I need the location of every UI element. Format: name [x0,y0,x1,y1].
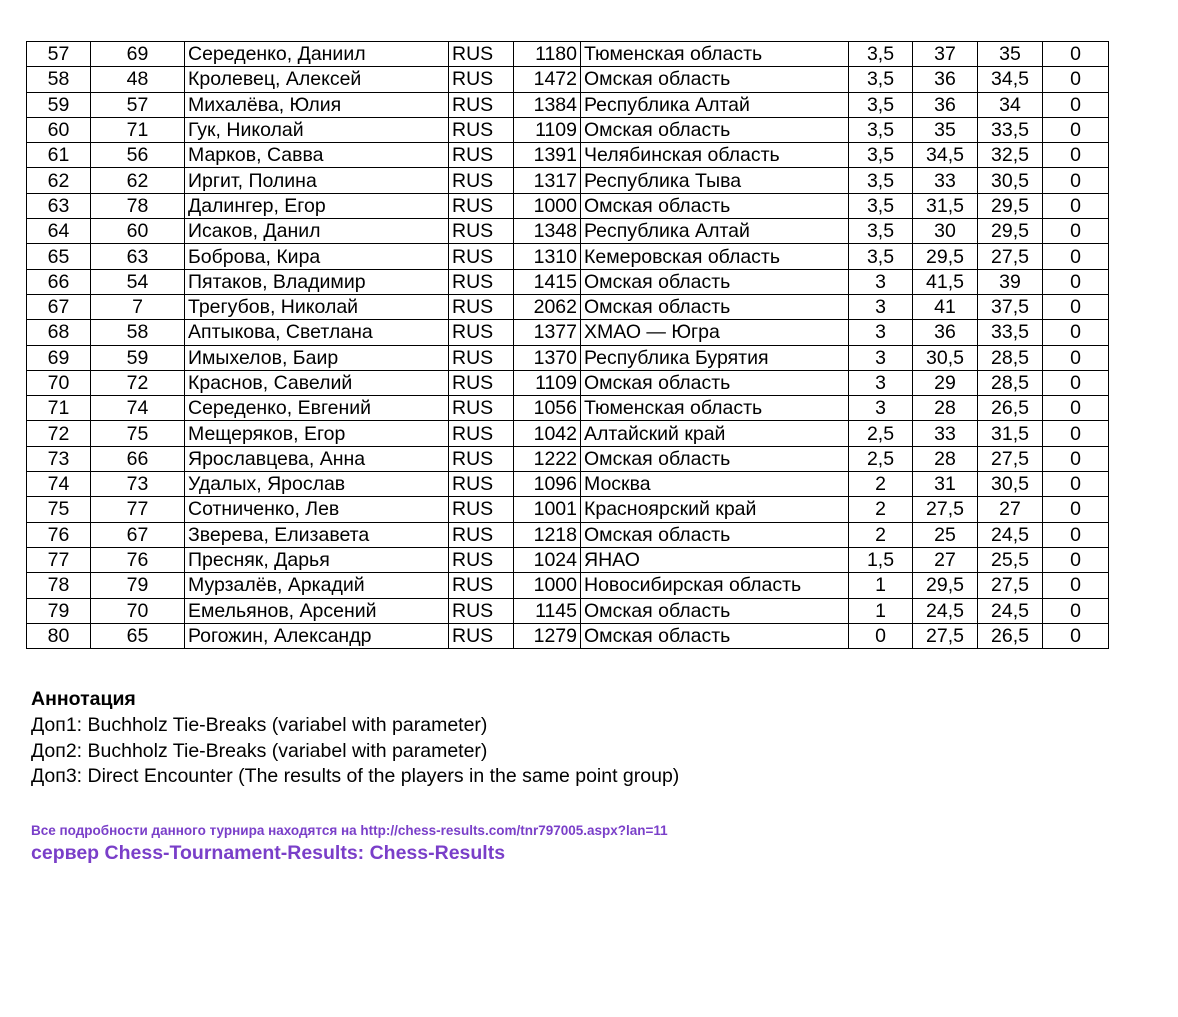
tiebreak1-cell: 25 [913,522,978,547]
tiebreak1-cell: 36 [913,320,978,345]
points-cell: 3,5 [849,67,913,92]
federation-cell: RUS [449,472,514,497]
federation-cell: RUS [449,497,514,522]
tiebreak3-cell: 0 [1043,547,1109,572]
tiebreak1-cell: 29,5 [913,244,978,269]
tiebreak2-cell: 30,5 [978,472,1043,497]
start-number-cell: 78 [91,193,185,218]
table-row [27,168,1109,193]
place-cell: 80 [27,623,91,648]
tiebreak1-cell: 27,5 [913,497,978,522]
tiebreak2-cell: 26,5 [978,623,1043,648]
points-cell: 1,5 [849,547,913,572]
federation-cell: RUS [449,522,514,547]
tiebreak1-cell: 29,5 [913,573,978,598]
rating-cell: 1109 [514,370,581,395]
region-cell: Алтайский край [581,421,849,446]
points-cell: 3 [849,269,913,294]
place-cell: 77 [27,547,91,572]
start-number-cell: 79 [91,573,185,598]
tiebreak2-cell: 28,5 [978,345,1043,370]
tiebreak3-cell: 0 [1043,573,1109,598]
table-row [27,320,1109,345]
player-name-cell: Сотниченко, Лев [185,497,449,522]
tiebreak2-cell: 37,5 [978,294,1043,319]
tiebreak3-cell: 0 [1043,42,1109,67]
table-row [27,244,1109,269]
rating-cell: 2062 [514,294,581,319]
rating-cell: 1096 [514,472,581,497]
tiebreak2-cell: 24,5 [978,522,1043,547]
points-cell: 3 [849,396,913,421]
region-cell: Москва [581,472,849,497]
start-number-cell: 72 [91,370,185,395]
table-row [27,345,1109,370]
player-name-cell: Краснов, Савелий [185,370,449,395]
start-number-cell: 77 [91,497,185,522]
rating-cell: 1310 [514,244,581,269]
tiebreak3-cell: 0 [1043,623,1109,648]
player-name-cell: Середенко, Евгений [185,396,449,421]
tiebreak3-cell: 0 [1043,370,1109,395]
rating-cell: 1377 [514,320,581,345]
region-cell: Омская область [581,446,849,471]
tiebreak2-cell: 32,5 [978,143,1043,168]
federation-cell: RUS [449,117,514,142]
tiebreak1-cell: 30 [913,219,978,244]
rating-cell: 1222 [514,446,581,471]
tiebreak3-cell: 0 [1043,168,1109,193]
points-cell: 3 [849,370,913,395]
rating-cell: 1218 [514,522,581,547]
tiebreak3-cell: 0 [1043,219,1109,244]
rating-cell: 1024 [514,547,581,572]
tiebreak1-cell: 34,5 [913,143,978,168]
table-row [27,143,1109,168]
rating-cell: 1056 [514,396,581,421]
start-number-cell: 59 [91,345,185,370]
tiebreak2-cell: 27 [978,497,1043,522]
region-cell: Омская область [581,67,849,92]
federation-cell: RUS [449,294,514,319]
region-cell: Омская область [581,294,849,319]
tiebreak1-cell: 27,5 [913,623,978,648]
federation-cell: RUS [449,421,514,446]
rating-cell: 1391 [514,143,581,168]
details-link[interactable]: Все подробности данного турнира находятся на http://chess-results.com/tnr797005.aspx?lan=11 [31,823,668,838]
federation-cell: RUS [449,92,514,117]
tiebreak2-cell: 35 [978,42,1043,67]
rating-cell: 1042 [514,421,581,446]
start-number-cell: 7 [91,294,185,319]
federation-cell: RUS [449,396,514,421]
place-cell: 67 [27,294,91,319]
tiebreak1-cell: 35 [913,117,978,142]
start-number-cell: 75 [91,421,185,446]
player-name-cell: Зверева, Елизавета [185,522,449,547]
rating-cell: 1279 [514,623,581,648]
start-number-cell: 65 [91,623,185,648]
federation-cell: RUS [449,573,514,598]
player-name-cell: Ярославцева, Анна [185,446,449,471]
player-name-cell: Удалых, Ярослав [185,472,449,497]
annotation-block [31,687,679,790]
start-number-cell: 74 [91,396,185,421]
federation-cell: RUS [449,370,514,395]
table-row [27,117,1109,142]
points-cell: 3,5 [849,219,913,244]
tiebreak3-cell: 0 [1043,294,1109,319]
federation-cell: RUS [449,42,514,67]
table-row [27,42,1109,67]
place-cell: 69 [27,345,91,370]
start-number-cell: 62 [91,168,185,193]
points-cell: 3,5 [849,168,913,193]
points-cell: 2 [849,472,913,497]
tiebreak1-cell: 31,5 [913,193,978,218]
server-link[interactable]: сервер Chess-Tournament-Results: Chess-Results [31,842,506,864]
footer [31,822,668,866]
tiebreak2-cell: 28,5 [978,370,1043,395]
region-cell: Красноярский край [581,497,849,522]
start-number-cell: 70 [91,598,185,623]
player-name-cell: Имыхелов, Баир [185,345,449,370]
start-number-cell: 54 [91,269,185,294]
region-cell: Омская область [581,598,849,623]
points-cell: 2,5 [849,421,913,446]
table-row [27,598,1109,623]
points-cell: 3,5 [849,143,913,168]
start-number-cell: 73 [91,472,185,497]
region-cell: Омская область [581,193,849,218]
table-row [27,396,1109,421]
rating-cell: 1001 [514,497,581,522]
tiebreak2-cell: 29,5 [978,219,1043,244]
tiebreak1-cell: 28 [913,446,978,471]
tiebreak1-cell: 30,5 [913,345,978,370]
tiebreak3-cell: 0 [1043,446,1109,471]
start-number-cell: 66 [91,446,185,471]
player-name-cell: Гук, Николай [185,117,449,142]
points-cell: 3 [849,294,913,319]
tiebreak3-cell: 0 [1043,143,1109,168]
annotation-line: Доп3: Direct Encounter (The results of the players in the same point group) [31,765,680,788]
place-cell: 72 [27,421,91,446]
region-cell: ЯНАО [581,547,849,572]
place-cell: 74 [27,472,91,497]
tiebreak2-cell: 33,5 [978,320,1043,345]
tiebreak3-cell: 0 [1043,421,1109,446]
table-row [27,547,1109,572]
tiebreak1-cell: 33 [913,168,978,193]
player-name-cell: Мещеряков, Егор [185,421,449,446]
rating-cell: 1348 [514,219,581,244]
tiebreak1-cell: 36 [913,92,978,117]
points-cell: 3,5 [849,42,913,67]
start-number-cell: 69 [91,42,185,67]
table-row [27,269,1109,294]
place-cell: 62 [27,168,91,193]
tiebreak1-cell: 31 [913,472,978,497]
tiebreak2-cell: 25,5 [978,547,1043,572]
table-row [27,497,1109,522]
tiebreak3-cell: 0 [1043,472,1109,497]
annotation-title: Аннотация [31,688,136,710]
points-cell: 3,5 [849,92,913,117]
tiebreak3-cell: 0 [1043,320,1109,345]
region-cell: Республика Алтай [581,219,849,244]
federation-cell: RUS [449,193,514,218]
place-cell: 73 [27,446,91,471]
region-cell: Челябинская область [581,143,849,168]
player-name-cell: Рогожин, Александр [185,623,449,648]
region-cell: Новосибирская область [581,573,849,598]
tiebreak3-cell: 0 [1043,117,1109,142]
region-cell: Омская область [581,522,849,547]
tiebreak3-cell: 0 [1043,244,1109,269]
tiebreak1-cell: 27 [913,547,978,572]
tiebreak3-cell: 0 [1043,92,1109,117]
table-row [27,193,1109,218]
tiebreak1-cell: 24,5 [913,598,978,623]
start-number-cell: 67 [91,522,185,547]
table-row [27,573,1109,598]
tiebreak3-cell: 0 [1043,193,1109,218]
player-name-cell: Аптыкова, Светлана [185,320,449,345]
tiebreak1-cell: 33 [913,421,978,446]
tiebreak2-cell: 24,5 [978,598,1043,623]
table-row [27,219,1109,244]
standings-rows [27,42,1109,649]
rating-cell: 1000 [514,573,581,598]
place-cell: 59 [27,92,91,117]
federation-cell: RUS [449,623,514,648]
player-name-cell: Пятаков, Владимир [185,269,449,294]
points-cell: 0 [849,623,913,648]
points-cell: 1 [849,573,913,598]
player-name-cell: Середенко, Даниил [185,42,449,67]
region-cell: Республика Бурятия [581,345,849,370]
federation-cell: RUS [449,320,514,345]
start-number-cell: 76 [91,547,185,572]
federation-cell: RUS [449,219,514,244]
tiebreak3-cell: 0 [1043,67,1109,92]
place-cell: 75 [27,497,91,522]
points-cell: 3 [849,320,913,345]
player-name-cell: Пресняк, Дарья [185,547,449,572]
federation-cell: RUS [449,446,514,471]
tiebreak2-cell: 34 [978,92,1043,117]
points-cell: 3 [849,345,913,370]
region-cell: Тюменская область [581,396,849,421]
player-name-cell: Исаков, Данил [185,219,449,244]
tiebreak2-cell: 27,5 [978,244,1043,269]
rating-cell: 1370 [514,345,581,370]
tiebreak3-cell: 0 [1043,396,1109,421]
table-row [27,623,1109,648]
place-cell: 61 [27,143,91,168]
points-cell: 2 [849,522,913,547]
tiebreak3-cell: 0 [1043,522,1109,547]
table-row [27,294,1109,319]
start-number-cell: 58 [91,320,185,345]
place-cell: 58 [27,67,91,92]
place-cell: 66 [27,269,91,294]
player-name-cell: Марков, Савва [185,143,449,168]
tiebreak1-cell: 29 [913,370,978,395]
place-cell: 60 [27,117,91,142]
federation-cell: RUS [449,67,514,92]
region-cell: Республика Тыва [581,168,849,193]
place-cell: 70 [27,370,91,395]
start-number-cell: 71 [91,117,185,142]
federation-cell: RUS [449,244,514,269]
tiebreak1-cell: 28 [913,396,978,421]
rating-cell: 1109 [514,117,581,142]
federation-cell: RUS [449,598,514,623]
region-cell: Омская область [581,623,849,648]
region-cell: Омская область [581,117,849,142]
player-name-cell: Боброва, Кира [185,244,449,269]
tiebreak1-cell: 37 [913,42,978,67]
table-row [27,67,1109,92]
tiebreak3-cell: 0 [1043,269,1109,294]
annotation-line: Доп1: Buchholz Tie-Breaks (variabel with parameter) [31,713,488,736]
annotation-line: Доп2: Buchholz Tie-Breaks (variabel with parameter) [31,739,488,762]
federation-cell: RUS [449,168,514,193]
table-row [27,92,1109,117]
federation-cell: RUS [449,547,514,572]
region-cell: Республика Алтай [581,92,849,117]
tiebreak2-cell: 31,5 [978,421,1043,446]
region-cell: Кемеровская область [581,244,849,269]
start-number-cell: 48 [91,67,185,92]
rating-cell: 1145 [514,598,581,623]
rating-cell: 1415 [514,269,581,294]
start-number-cell: 63 [91,244,185,269]
tiebreak3-cell: 0 [1043,598,1109,623]
points-cell: 3,5 [849,117,913,142]
rating-cell: 1472 [514,67,581,92]
place-cell: 78 [27,573,91,598]
place-cell: 57 [27,42,91,67]
table-row [27,522,1109,547]
start-number-cell: 60 [91,219,185,244]
place-cell: 71 [27,396,91,421]
federation-cell: RUS [449,269,514,294]
tiebreak2-cell: 27,5 [978,446,1043,471]
player-name-cell: Мурзалёв, Аркадий [185,573,449,598]
points-cell: 3,5 [849,244,913,269]
start-number-cell: 57 [91,92,185,117]
place-cell: 79 [27,598,91,623]
tiebreak1-cell: 36 [913,67,978,92]
region-cell: Омская область [581,370,849,395]
place-cell: 76 [27,522,91,547]
tiebreak1-cell: 41,5 [913,269,978,294]
federation-cell: RUS [449,143,514,168]
player-name-cell: Иргит, Полина [185,168,449,193]
tiebreak2-cell: 27,5 [978,573,1043,598]
player-name-cell: Далингер, Егор [185,193,449,218]
tiebreak2-cell: 30,5 [978,168,1043,193]
tiebreak2-cell: 26,5 [978,396,1043,421]
place-cell: 63 [27,193,91,218]
region-cell: ХМАО — Югра [581,320,849,345]
tiebreak1-cell: 41 [913,294,978,319]
place-cell: 65 [27,244,91,269]
rating-cell: 1000 [514,193,581,218]
table-row [27,421,1109,446]
region-cell: Тюменская область [581,42,849,67]
tiebreak3-cell: 0 [1043,345,1109,370]
place-cell: 68 [27,320,91,345]
tiebreak2-cell: 34,5 [978,67,1043,92]
table-row [27,472,1109,497]
table-row [27,370,1109,395]
tiebreak3-cell: 0 [1043,497,1109,522]
tiebreak2-cell: 29,5 [978,193,1043,218]
rating-cell: 1317 [514,168,581,193]
region-cell: Омская область [581,269,849,294]
federation-cell: RUS [449,345,514,370]
rating-cell: 1180 [514,42,581,67]
standings-table [26,41,1109,649]
tiebreak2-cell: 33,5 [978,117,1043,142]
points-cell: 2 [849,497,913,522]
player-name-cell: Трегубов, Николай [185,294,449,319]
table-row [27,446,1109,471]
rating-cell: 1384 [514,92,581,117]
tiebreak2-cell: 39 [978,269,1043,294]
start-number-cell: 56 [91,143,185,168]
player-name-cell: Кролевец, Алексей [185,67,449,92]
player-name-cell: Емельянов, Арсений [185,598,449,623]
player-name-cell: Михалёва, Юлия [185,92,449,117]
points-cell: 2,5 [849,446,913,471]
place-cell: 64 [27,219,91,244]
points-cell: 3,5 [849,193,913,218]
points-cell: 1 [849,598,913,623]
